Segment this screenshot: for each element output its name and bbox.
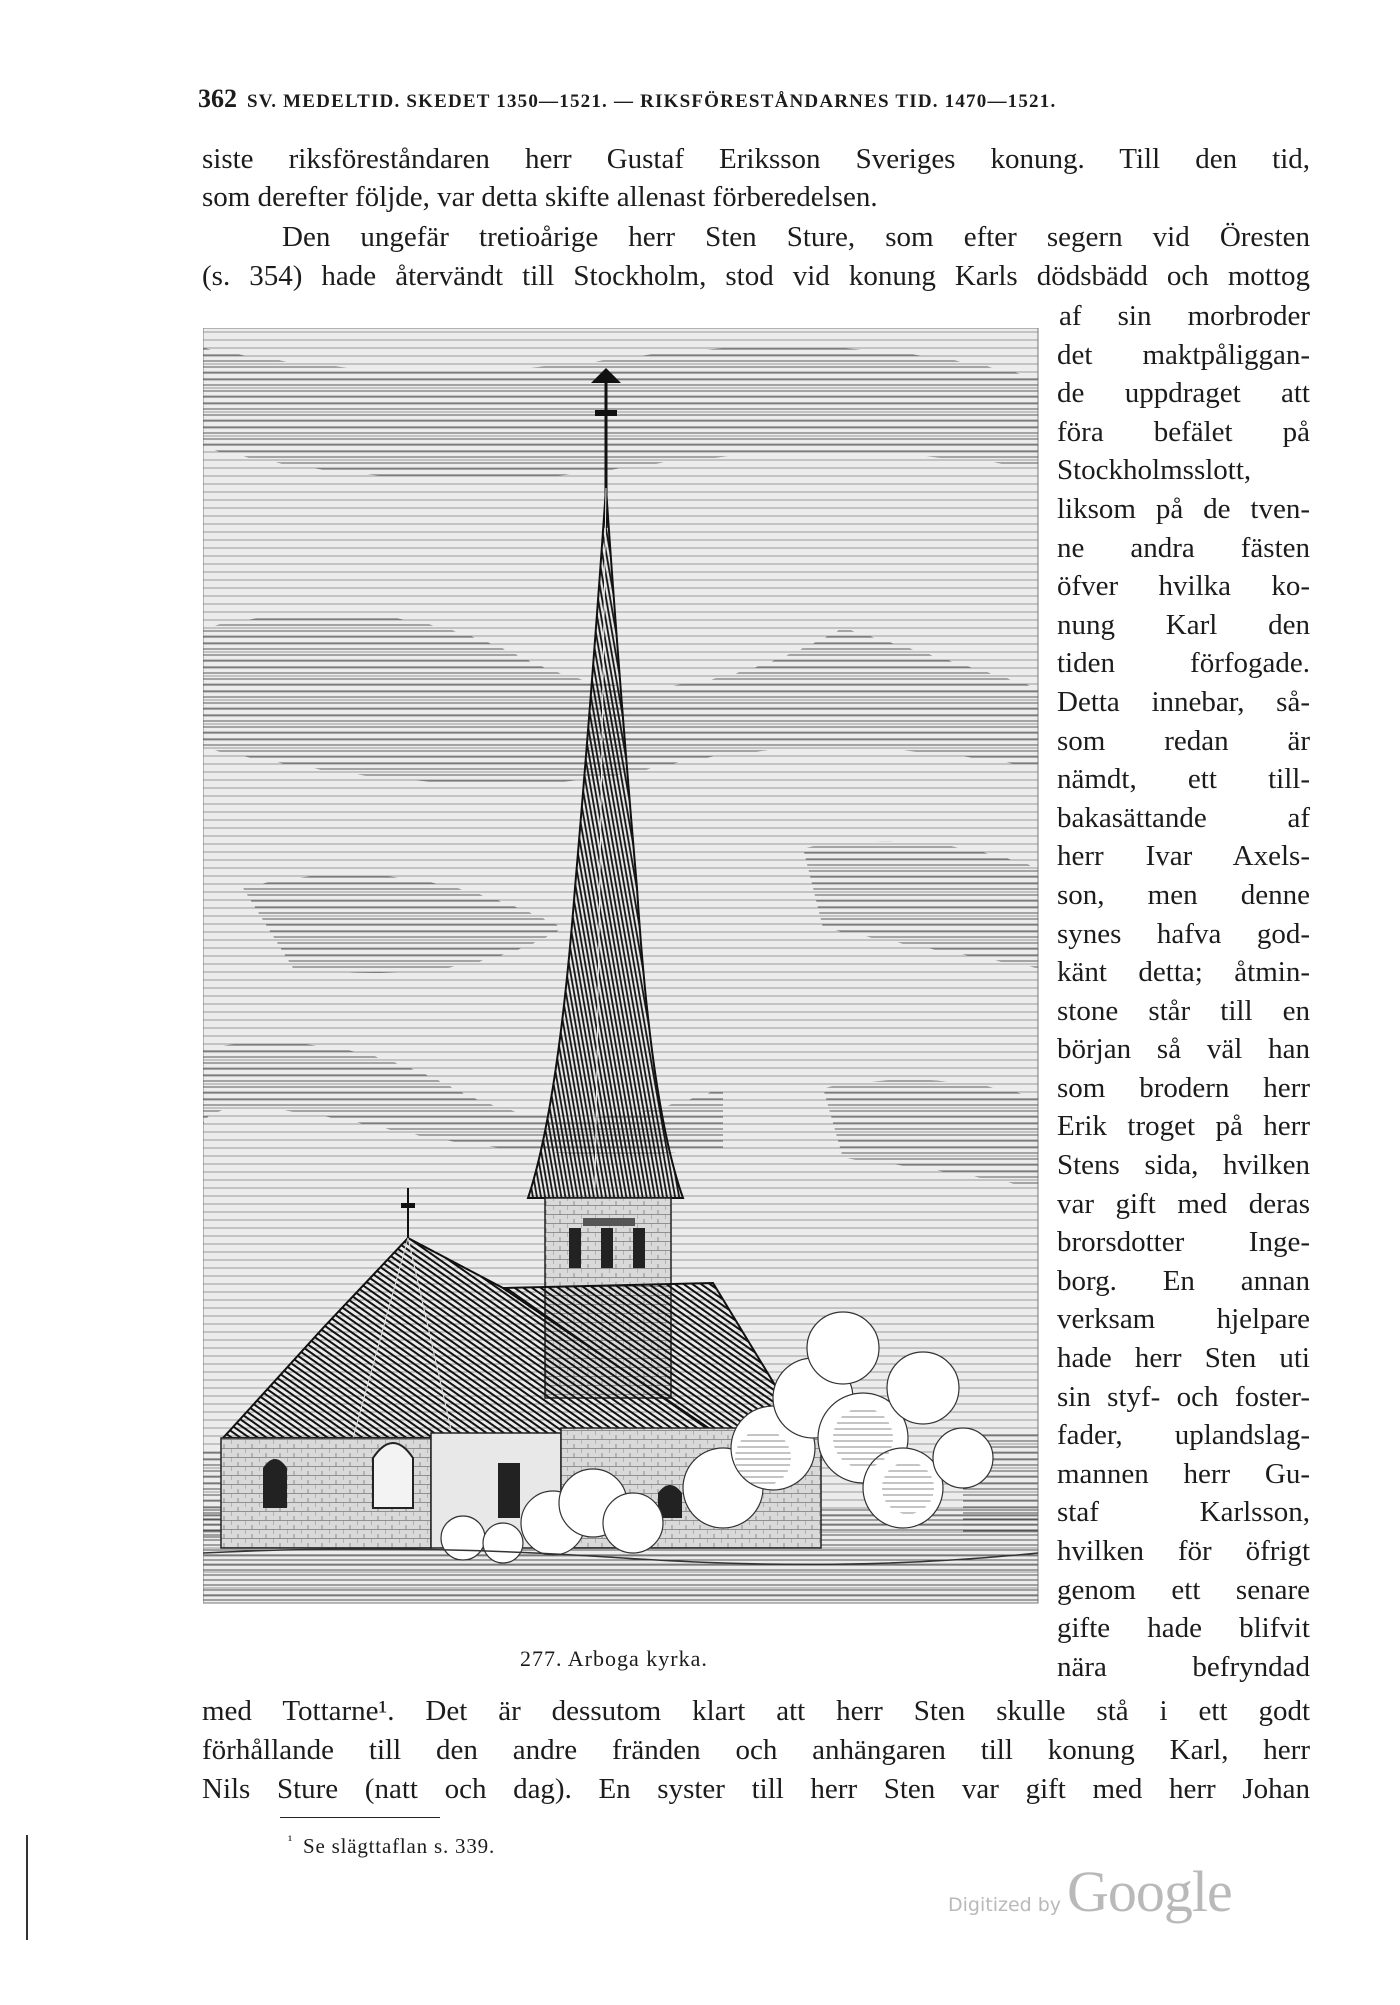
column-line: borg. En annan	[1057, 1264, 1310, 1297]
text-line: siste riksföreståndaren herr Gustaf Eriksson Sveriges konung. Till den tid,	[202, 143, 1310, 175]
column-line: liksom på de tven-	[1057, 492, 1310, 525]
column-line: herr Ivar Axels-	[1057, 840, 1310, 873]
column-line: Detta innebar, så-	[1057, 685, 1310, 718]
column-line: öfver hvilka ko-	[1057, 570, 1310, 603]
margin-mark	[26, 1835, 28, 1940]
watermark-prefix: Digitized by	[948, 1894, 1062, 1916]
text-line: som derefter följde, var detta skifte allenast förberedelsen.	[202, 181, 878, 213]
column-line: af sin morbroder	[1059, 300, 1310, 332]
column-line: fader, uplandslag-	[1057, 1419, 1310, 1452]
column-line: som redan är	[1057, 724, 1310, 757]
footnote-divider	[280, 1817, 440, 1818]
figure-caption: 277. Arboga kyrka.	[520, 1646, 708, 1671]
column-line: synes hafva god-	[1057, 917, 1310, 950]
column-line: gifte hade blifvit	[1057, 1612, 1310, 1645]
column-line: brorsdotter Inge-	[1057, 1226, 1310, 1259]
digitized-watermark	[948, 1858, 1232, 1925]
column-line: nämdt, ett till-	[1057, 763, 1310, 796]
running-title: SV. MEDELTID. SKEDET 1350—1521. — RIKSFÖRESTÅNDARNES TID. 1470—1521.	[247, 91, 1057, 112]
column-line: hvilken för öfrigt	[1057, 1535, 1310, 1567]
column-line: verksam hjelpare	[1057, 1303, 1310, 1336]
column-line: det maktpåliggan-	[1057, 338, 1310, 371]
column-line: nung Karl den	[1057, 608, 1310, 641]
column-line: mannen herr Gu-	[1057, 1457, 1310, 1490]
running-head	[198, 84, 1318, 114]
column-line: som brodern herr	[1057, 1071, 1310, 1104]
narrow-text-column	[1057, 297, 1310, 1686]
church-engraving	[203, 328, 1043, 1613]
column-line: hade herr Sten uti	[1057, 1342, 1310, 1375]
column-line: bakasättande af	[1057, 801, 1310, 834]
column-line: de uppdraget att	[1057, 377, 1310, 410]
column-line: son, men denne	[1057, 878, 1310, 911]
column-line: var gift med deras	[1057, 1187, 1310, 1220]
column-line: början så väl han	[1057, 1033, 1310, 1066]
column-line: Stockholmsslott,	[1057, 454, 1252, 487]
column-line: Stens sida, hvilken	[1057, 1149, 1310, 1182]
column-line: nära befryndad	[1057, 1650, 1310, 1683]
footnote	[288, 1834, 495, 1859]
column-line: Erik troget på herr	[1057, 1110, 1310, 1143]
column-line: stone står till en	[1057, 994, 1310, 1027]
text-line: förhållande till den andre fränden och anhängaren till konung Karl, herr	[202, 1734, 1310, 1766]
column-line: genom ett senare	[1057, 1573, 1310, 1606]
column-line: känt detta; åtmin-	[1057, 956, 1310, 989]
text-line: Nils Sture (natt och dag). En syster till herr Sten var gift med herr Johan	[202, 1773, 1310, 1805]
column-line: tiden förfogade.	[1057, 647, 1310, 680]
footnote-marker: ¹	[288, 1834, 293, 1849]
column-line: föra befälet på	[1057, 415, 1310, 448]
column-line: staf Karlsson,	[1057, 1496, 1310, 1529]
footnote-text: Se slägttaflan s. 339.	[303, 1834, 495, 1858]
page-number: 362	[198, 84, 237, 113]
google-logo: Google	[1067, 1859, 1232, 1924]
column-line: sin styf- och foster-	[1057, 1380, 1310, 1413]
text-line: med Tottarne¹. Det är dessutom klart att herr Sten skulle stå i ett godt	[202, 1695, 1310, 1727]
text-line: Den ungefär tretioårige herr Sten Sture, som efter segern vid Öresten	[282, 221, 1310, 253]
text-line: (s. 354) hade återvändt till Stockholm, stod vid konung Karls dödsbädd och mottog	[202, 260, 1310, 292]
column-line: ne andra fästen	[1057, 531, 1310, 564]
